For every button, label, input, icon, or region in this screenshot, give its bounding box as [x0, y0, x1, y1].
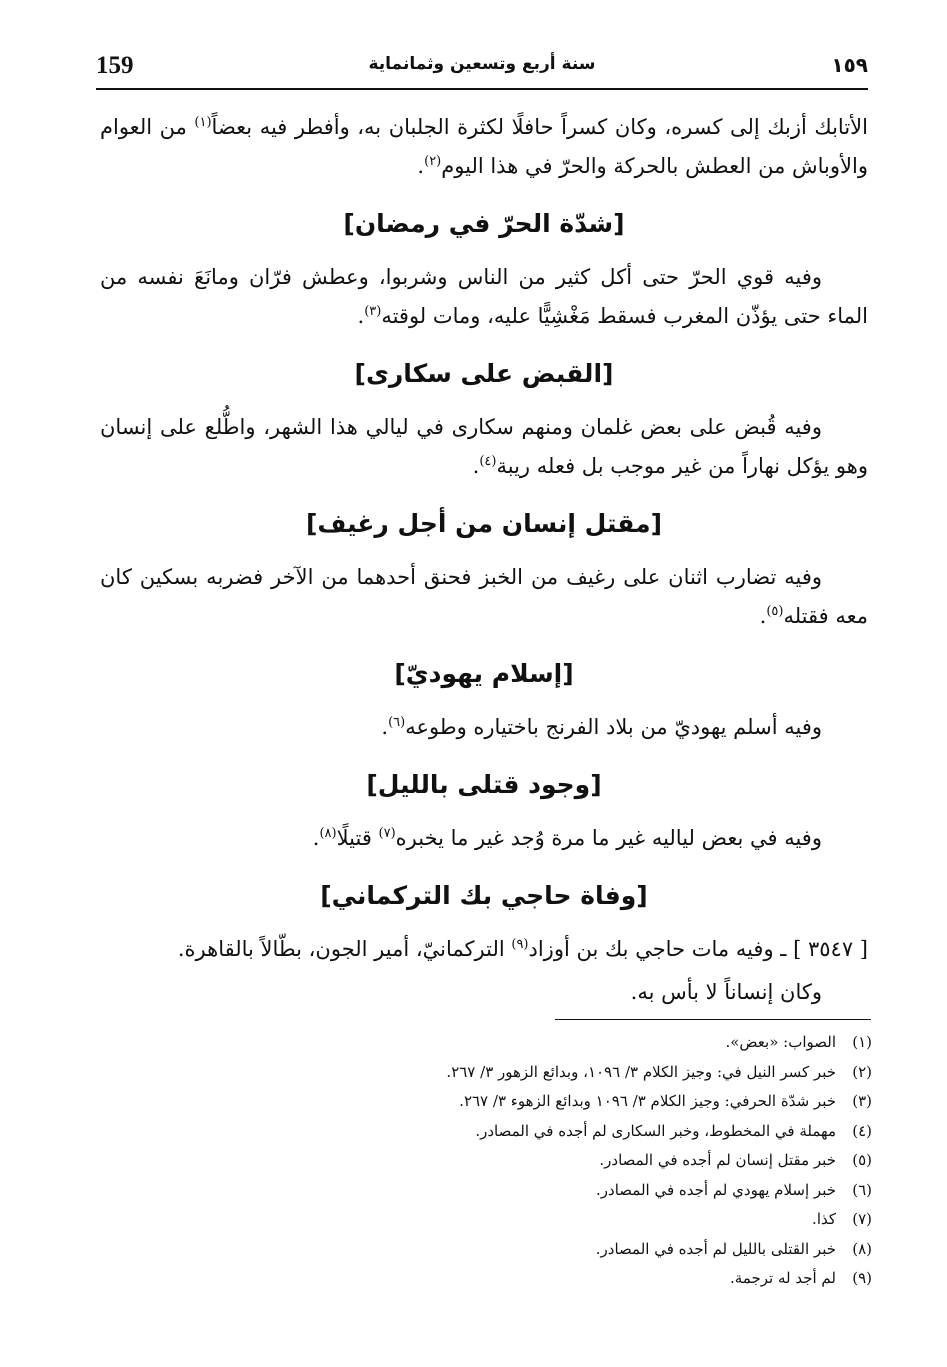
paragraph-1 — [100, 108, 868, 186]
main-text — [100, 108, 868, 1012]
paragraph-6-text-a: وفيه في بعض لياليه غير ما مرة وُجد غير ما يخبره — [395, 826, 822, 850]
footnote-text: خبر إسلام يهودي لم أجده في المصادر. — [596, 1180, 836, 1199]
running-header — [96, 50, 868, 90]
footnote-text: الصواب: «بعض». — [725, 1033, 836, 1051]
footnote-marker-4: (٤) — [479, 454, 497, 469]
paragraph-1-text-b: من العوام والأوباش من العطش بالحركة والحرّ في هذا اليوم — [100, 115, 868, 178]
footnote-marker-2: (٢) — [424, 154, 442, 169]
paragraph-1-text-c: . — [417, 154, 425, 178]
footnote-number: (٩) — [852, 1269, 872, 1287]
paragraph-7-text-b: التركمانيّ، أمير الجون، بطّالاً بالقاهرة. — [177, 937, 512, 961]
footnote-text: خبر القتلى بالليل لم أجده في المصادر. — [595, 1239, 836, 1258]
footnote-marker-8: (٨) — [319, 826, 337, 841]
paragraph-4-text-b: . — [759, 604, 767, 628]
paragraph-8: وكان إنساناً لا بأس به. — [630, 980, 822, 1004]
footnote-number: (٦) — [852, 1180, 872, 1199]
paragraph-4-text-a: وفيه تضارب اثنان على رغيف من الخبز فحنق أحدهما من الآخر فضربه بسكين كان معه فقتله — [100, 565, 868, 628]
footnote-6 — [320, 1176, 872, 1206]
section-heading-5: [وجود قتلى بالليل] — [366, 770, 602, 799]
footnote-text: كذا. — [812, 1210, 836, 1228]
footnote-7 — [320, 1205, 872, 1235]
paragraph-2-text-b: . — [357, 304, 365, 328]
paragraph-5 — [100, 708, 868, 747]
paragraph-4 — [100, 558, 868, 636]
entry-number: [ ٣٥٤٧ ] — [793, 937, 868, 961]
section-heading-4: [إسلام يهوديّ] — [394, 659, 574, 688]
footnote-number: (٥) — [852, 1151, 872, 1169]
page-number-arabic: ١٥٩ — [831, 53, 868, 77]
paragraph-2-text-a: وفيه قوي الحرّ حتى أكل كثير من الناس وشربوا، وعطش فرّان ومانَعَ نفسه من الماء حتى يؤذّن المغرب فسقط مَغْشِيًّا عليه، ومات لوقته — [100, 265, 868, 328]
footnote-number: (٨) — [852, 1239, 872, 1258]
footnote-5 — [320, 1146, 872, 1176]
footnote-marker-1: (١) — [194, 115, 212, 130]
section-heading-1: [شدّة الحرّ في رمضان] — [343, 209, 625, 238]
footnote-number: (٤) — [852, 1121, 872, 1140]
footnote-text: لم أجد له ترجمة. — [730, 1269, 836, 1287]
footnote-8 — [320, 1235, 872, 1265]
footnote-text: خبر كسر النيل في: وجيز الكلام ٣/ ١٠٩٦، وبدائع الزهور ٣/ ٢٦٧. — [446, 1062, 836, 1081]
footnote-marker-9: (٩) — [511, 937, 529, 952]
footnote-marker-6: (٦) — [388, 715, 406, 730]
paragraph-6 — [100, 819, 868, 858]
footnote-text: مهملة في المخطوط، وخبر السكارى لم أجده في المصادر. — [475, 1121, 836, 1140]
footnote-text: خبر مقتل إنسان لم أجده في المصادر. — [599, 1151, 836, 1169]
paragraph-3-text-b: . — [472, 454, 480, 478]
footnote-number: (١) — [852, 1033, 872, 1051]
paragraph-6-text-c: . — [312, 826, 320, 850]
page-number-latin: 159 — [96, 52, 134, 79]
footnote-marker-5: (٥) — [766, 604, 784, 619]
footnote-number: (٣) — [852, 1092, 872, 1110]
footnote-text: خبر شدّة الحرفي: وجيز الكلام ٣/ ١٠٩٦ وبدائع الزهوء ٣/ ٢٦٧. — [459, 1092, 836, 1110]
footnote-marker-7: (٧) — [378, 826, 396, 841]
header-rule — [96, 88, 868, 90]
footnote-number: (٢) — [852, 1062, 872, 1081]
paragraph-7 — [100, 930, 868, 969]
running-title: سنة أربع وتسعين وثمانماية — [368, 54, 596, 74]
footnote-2 — [320, 1058, 872, 1088]
footnote-4 — [320, 1117, 872, 1147]
footnotes — [320, 1028, 872, 1294]
paragraph-2 — [100, 258, 868, 336]
paragraph-6-text-b: قتيلًا — [336, 826, 379, 850]
paragraph-1-text-a: الأتابك أزبك إلى كسره، وكان كسراً حافلًا لكثرة الجلبان به، وأفطر فيه بعضاً — [211, 115, 868, 139]
footnote-3 — [320, 1087, 872, 1117]
footnote-marker-3: (٣) — [364, 304, 382, 319]
footnote-1 — [320, 1028, 872, 1058]
paragraph-3 — [100, 408, 868, 486]
footnote-9 — [320, 1264, 872, 1294]
paragraph-5-text-a: وفيه أسلم يهوديّ من بلاد الفرنج باختياره وطوعه — [405, 715, 822, 739]
paragraph-7-text-a: ـ وفيه مات حاجي بك بن أوزاد — [528, 937, 794, 961]
section-heading-6: [وفاة حاجي بك التركماني] — [320, 881, 648, 910]
section-heading-2: [القبض على سكارى] — [354, 359, 614, 388]
footnote-separator — [555, 1019, 871, 1020]
paragraph-5-text-b: . — [381, 715, 389, 739]
footnote-number: (٧) — [852, 1210, 872, 1228]
paragraph-3-text-a: وفيه قُبض على بعض غلمان ومنهم سكارى في ليالي هذا الشهر، واطُّلع على إنسان وهو يؤكل نهاراً من غير موجب بل فعله ريبة — [100, 415, 868, 478]
section-heading-3: [مقتل إنسان من أجل رغيف] — [305, 509, 663, 538]
